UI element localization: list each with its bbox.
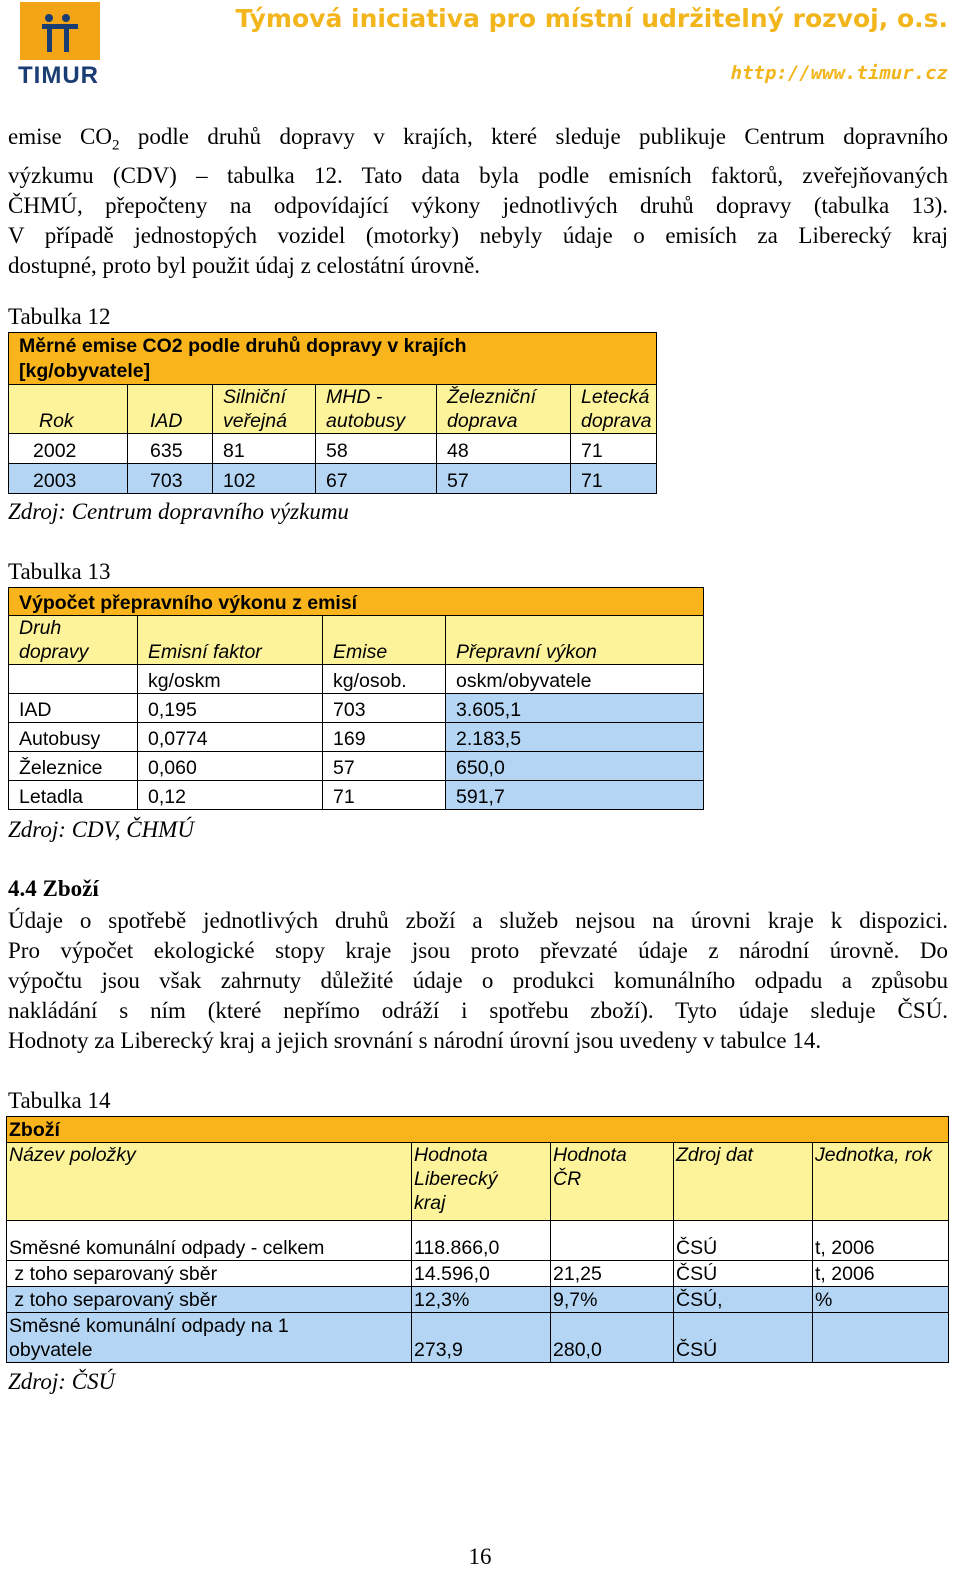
paragraph-line: Hodnoty za Liberecký kraj a jejich srovnání s národní úrovní jsou uvedeny v tabulce 14. xyxy=(8,1028,822,1053)
header-cell: Hodnota Liberecký kraj xyxy=(412,1143,551,1221)
table-title-text: Měrné emise CO2 podle druhů dopravy v krajích xyxy=(19,335,467,357)
page-number: 16 xyxy=(468,1544,492,1569)
timur-logo xyxy=(14,2,106,94)
table13-source: Zdroj: CDV, ČHMÚ xyxy=(8,817,194,842)
header-cell: Jednotka, rok xyxy=(813,1143,949,1221)
logo-figures-icon xyxy=(20,2,100,60)
table-title-row xyxy=(7,1117,949,1143)
header-cell: Rok xyxy=(9,385,128,434)
table13-caption: Tabulka 13 xyxy=(8,559,111,584)
paragraph-line: nakládání s ním (které nepřímo odráží i spotřebu zboží). Tyto údaje sleduje ČSÚ. xyxy=(8,998,948,1023)
unit-cell: kg/oskm xyxy=(138,665,323,694)
header-cell: Druh dopravy xyxy=(9,616,138,665)
paragraph-line: Pro výpočet ekologické stopy kraje jsou proto převzaté údaje z národní úrovně. Do xyxy=(8,938,948,963)
intro-line: dostupné, proto byl použit údaj z celostátní úrovně. xyxy=(8,252,481,278)
table-cell: 57 xyxy=(437,464,571,494)
header-cell: Emisní faktor xyxy=(138,616,323,665)
section44-paragraph xyxy=(8,906,948,1056)
table12-title xyxy=(9,333,657,385)
header-cell: Emise xyxy=(323,616,446,665)
table-row xyxy=(7,1261,949,1287)
table-row xyxy=(9,723,704,752)
intro-paragraph xyxy=(8,122,948,281)
unit-cell: kg/osob. xyxy=(323,665,446,694)
table-cell: 118.866,0 xyxy=(412,1221,551,1261)
table-row xyxy=(9,434,657,464)
table-cell: Letadla xyxy=(9,781,138,810)
table-cell: t, 2006 xyxy=(813,1261,949,1287)
table-cell: z toho separovaný sběr xyxy=(7,1287,412,1313)
table-cell: 2.183,5 xyxy=(446,723,704,752)
table-cell: Autobusy xyxy=(9,723,138,752)
header-cell: Letecká doprava xyxy=(571,385,657,434)
table-cell: 2002 xyxy=(9,434,128,464)
table-title-row xyxy=(9,588,704,616)
header-cell: Přepravní výkon xyxy=(446,616,704,665)
table-cell: 273,9 xyxy=(412,1313,551,1363)
intro-line: V případě jednostopých vozidel (motorky) nebyly údaje o emisích za Liberecký kraj xyxy=(8,222,948,248)
table-cell: 591,7 xyxy=(446,781,704,810)
section-heading: 4.4 Zboží xyxy=(8,876,99,901)
intro-line: výzkumu (CDV) – tabulka 12. Tato data byla podle emisních faktorů, zveřejňovaných xyxy=(8,162,948,188)
header-cell: MHD - autobusy xyxy=(316,385,437,434)
table-cell: 67 xyxy=(316,464,437,494)
table-cell xyxy=(813,1313,949,1363)
table12 xyxy=(8,332,657,494)
table14-title: Zboží xyxy=(7,1117,949,1143)
paragraph-line: výpočtu jsou však zahrnuty důležité údaje o produkci komunálního odpadu a způsobu xyxy=(8,968,948,993)
header-cell: Název položky xyxy=(7,1143,412,1221)
table14 xyxy=(6,1116,949,1363)
table-cell: 14.596,0 xyxy=(412,1261,551,1287)
organization-url[interactable]: http://www.timur.cz xyxy=(730,62,948,84)
table-cell: 21,25 xyxy=(551,1261,674,1287)
table-cell: 2003 xyxy=(9,464,128,494)
units-row xyxy=(9,665,704,694)
table12-source: Zdroj: Centrum dopravního výzkumu xyxy=(8,499,349,524)
table-cell: Železnice xyxy=(9,752,138,781)
table-cell: 71 xyxy=(571,464,657,494)
table-row xyxy=(9,464,657,494)
table-cell: 57 xyxy=(323,752,446,781)
table-cell: Směsné komunální odpady - celkem xyxy=(7,1221,412,1261)
header-cell: Hodnota ČR xyxy=(551,1143,674,1221)
table-cell: 650,0 xyxy=(446,752,704,781)
table-cell: 703 xyxy=(128,464,213,494)
table-cell: z toho separovaný sběr xyxy=(7,1261,412,1287)
table-cell: 71 xyxy=(323,781,446,810)
table-cell: ČSÚ xyxy=(674,1221,813,1261)
table-cell: 48 xyxy=(437,434,571,464)
table-cell: 81 xyxy=(213,434,316,464)
table-cell: ČSÚ, xyxy=(674,1287,813,1313)
intro-line: ČHMÚ, přepočteny na odpovídající výkony jednotlivých druhů dopravy (tabulka 13). xyxy=(8,192,948,218)
header-cell: IAD xyxy=(128,385,213,434)
table14-source: Zdroj: ČSÚ xyxy=(8,1369,116,1394)
table-row xyxy=(7,1221,949,1261)
table-cell: t, 2006 xyxy=(813,1221,949,1261)
header-cell: Zdroj dat xyxy=(674,1143,813,1221)
table-cell: Směsné komunální odpady na 1 obyvatele xyxy=(7,1313,412,1363)
table-title-text: [kg/obyvatele] xyxy=(19,360,151,382)
table-cell: 280,0 xyxy=(551,1313,674,1363)
table-cell: 71 xyxy=(571,434,657,464)
table-title-row xyxy=(9,333,657,385)
table-row xyxy=(9,752,704,781)
table-cell: 0,060 xyxy=(138,752,323,781)
intro-line xyxy=(8,122,948,161)
table-cell: ČSÚ xyxy=(674,1313,813,1363)
table-cell: % xyxy=(813,1287,949,1313)
table-cell: 102 xyxy=(213,464,316,494)
table-cell: 169 xyxy=(323,723,446,752)
logo-emblem xyxy=(20,2,100,60)
header-cell: Silniční veřejná xyxy=(213,385,316,434)
intro-text: podle druhů dopravy v krajích, které sleduje publikuje Centrum dopravního xyxy=(119,124,948,149)
table-cell: IAD xyxy=(9,694,138,723)
table-cell: 3.605,1 xyxy=(446,694,704,723)
table-cell: 0,12 xyxy=(138,781,323,810)
subscript: 2 xyxy=(112,137,120,154)
logo-label: TIMUR xyxy=(18,62,99,89)
table13-title: Výpočet přepravního výkonu z emisí xyxy=(9,588,704,616)
table-cell: 0,0774 xyxy=(138,723,323,752)
unit-cell xyxy=(9,665,138,694)
table-header-row xyxy=(9,616,704,665)
table-cell xyxy=(551,1221,674,1261)
paragraph-line: Údaje o spotřebě jednotlivých druhů zboží a služeb nejsou na úrovni kraje k dispozici. xyxy=(8,908,948,933)
table-cell: ČSÚ xyxy=(674,1261,813,1287)
table14-caption: Tabulka 14 xyxy=(8,1088,111,1113)
unit-cell: oskm/obyvatele xyxy=(446,665,704,694)
table-cell: 12,3% xyxy=(412,1287,551,1313)
table-header-row xyxy=(7,1143,949,1221)
intro-text: emise CO xyxy=(8,124,112,149)
table-header-row xyxy=(9,385,657,434)
table-cell: 9,7% xyxy=(551,1287,674,1313)
table-cell: 703 xyxy=(323,694,446,723)
table12-caption: Tabulka 12 xyxy=(8,304,111,329)
table-cell: 58 xyxy=(316,434,437,464)
table-cell: 635 xyxy=(128,434,213,464)
table-row xyxy=(9,694,704,723)
table-row xyxy=(9,781,704,810)
table-cell: 0,195 xyxy=(138,694,323,723)
table-row xyxy=(7,1287,949,1313)
table-row xyxy=(7,1313,949,1363)
table13 xyxy=(8,587,704,810)
header-cell: Železniční doprava xyxy=(437,385,571,434)
organization-title: Týmová iniciativa pro místní udržitelný rozvoj, o.s. xyxy=(235,4,948,33)
